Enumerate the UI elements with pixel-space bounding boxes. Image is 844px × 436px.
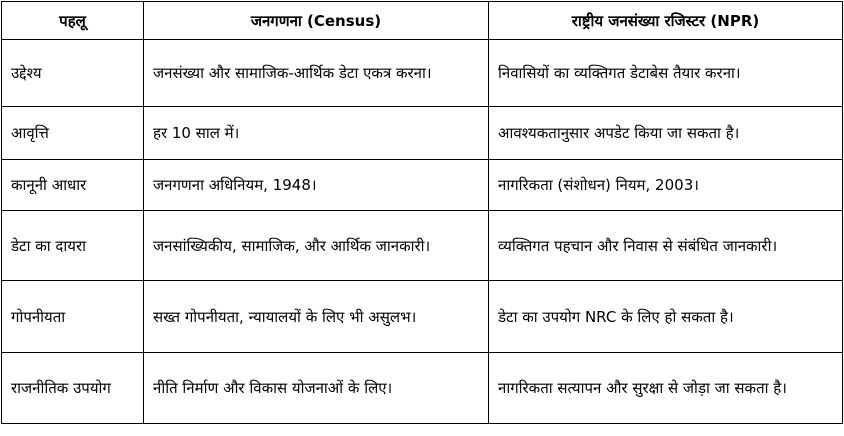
table-row [2, 160, 843, 211]
npr-cell: व्यक्तिगत पहचान और निवास से संबंधित जानकारी। [489, 211, 843, 281]
census-cell: जनसांख्यिकीय, सामाजिक, और आर्थिक जानकारी। [144, 211, 489, 281]
census-cell: जनगणना अधिनियम, 1948। [144, 160, 489, 211]
header-census: जनगणना (Census) [144, 2, 489, 40]
npr-cell: डेटा का उपयोग NRC के लिए हो सकता है। [489, 281, 843, 353]
row-aspect-cell: गोपनीयता [2, 281, 144, 353]
table-row [2, 211, 843, 281]
table-header-row [2, 2, 843, 40]
row-aspect-cell: कानूनी आधार [2, 160, 144, 211]
table-row [2, 40, 843, 107]
census-cell: हर 10 साल में। [144, 107, 489, 160]
npr-cell: नागरिकता (संशोधन) नियम, 2003। [489, 160, 843, 211]
row-aspect-cell: राजनीतिक उपयोग [2, 353, 144, 424]
header-npr: राष्ट्रीय जनसंख्या रजिस्टर (NPR) [489, 2, 843, 40]
npr-cell: नागरिकता सत्यापन और सुरक्षा से जोड़ा जा सकता है। [489, 353, 843, 424]
census-cell: नीति निर्माण और विकास योजनाओं के लिए। [144, 353, 489, 424]
row-aspect-cell: आवृत्ति [2, 107, 144, 160]
table-row [2, 107, 843, 160]
npr-cell: आवश्यकतानुसार अपडेट किया जा सकता है। [489, 107, 843, 160]
header-aspect: पहलू [2, 2, 144, 40]
row-aspect-cell: उद्देश्य [2, 40, 144, 107]
comparison-table [1, 1, 843, 424]
census-cell: सख्त गोपनीयता, न्यायालयों के लिए भी असुलभ। [144, 281, 489, 353]
table-row [2, 353, 843, 424]
census-cell: जनसंख्या और सामाजिक-आर्थिक डेटा एकत्र करना। [144, 40, 489, 107]
npr-cell: निवासियों का व्यक्तिगत डेटाबेस तैयार करना। [489, 40, 843, 107]
table-row [2, 281, 843, 353]
row-aspect-cell: डेटा का दायरा [2, 211, 144, 281]
